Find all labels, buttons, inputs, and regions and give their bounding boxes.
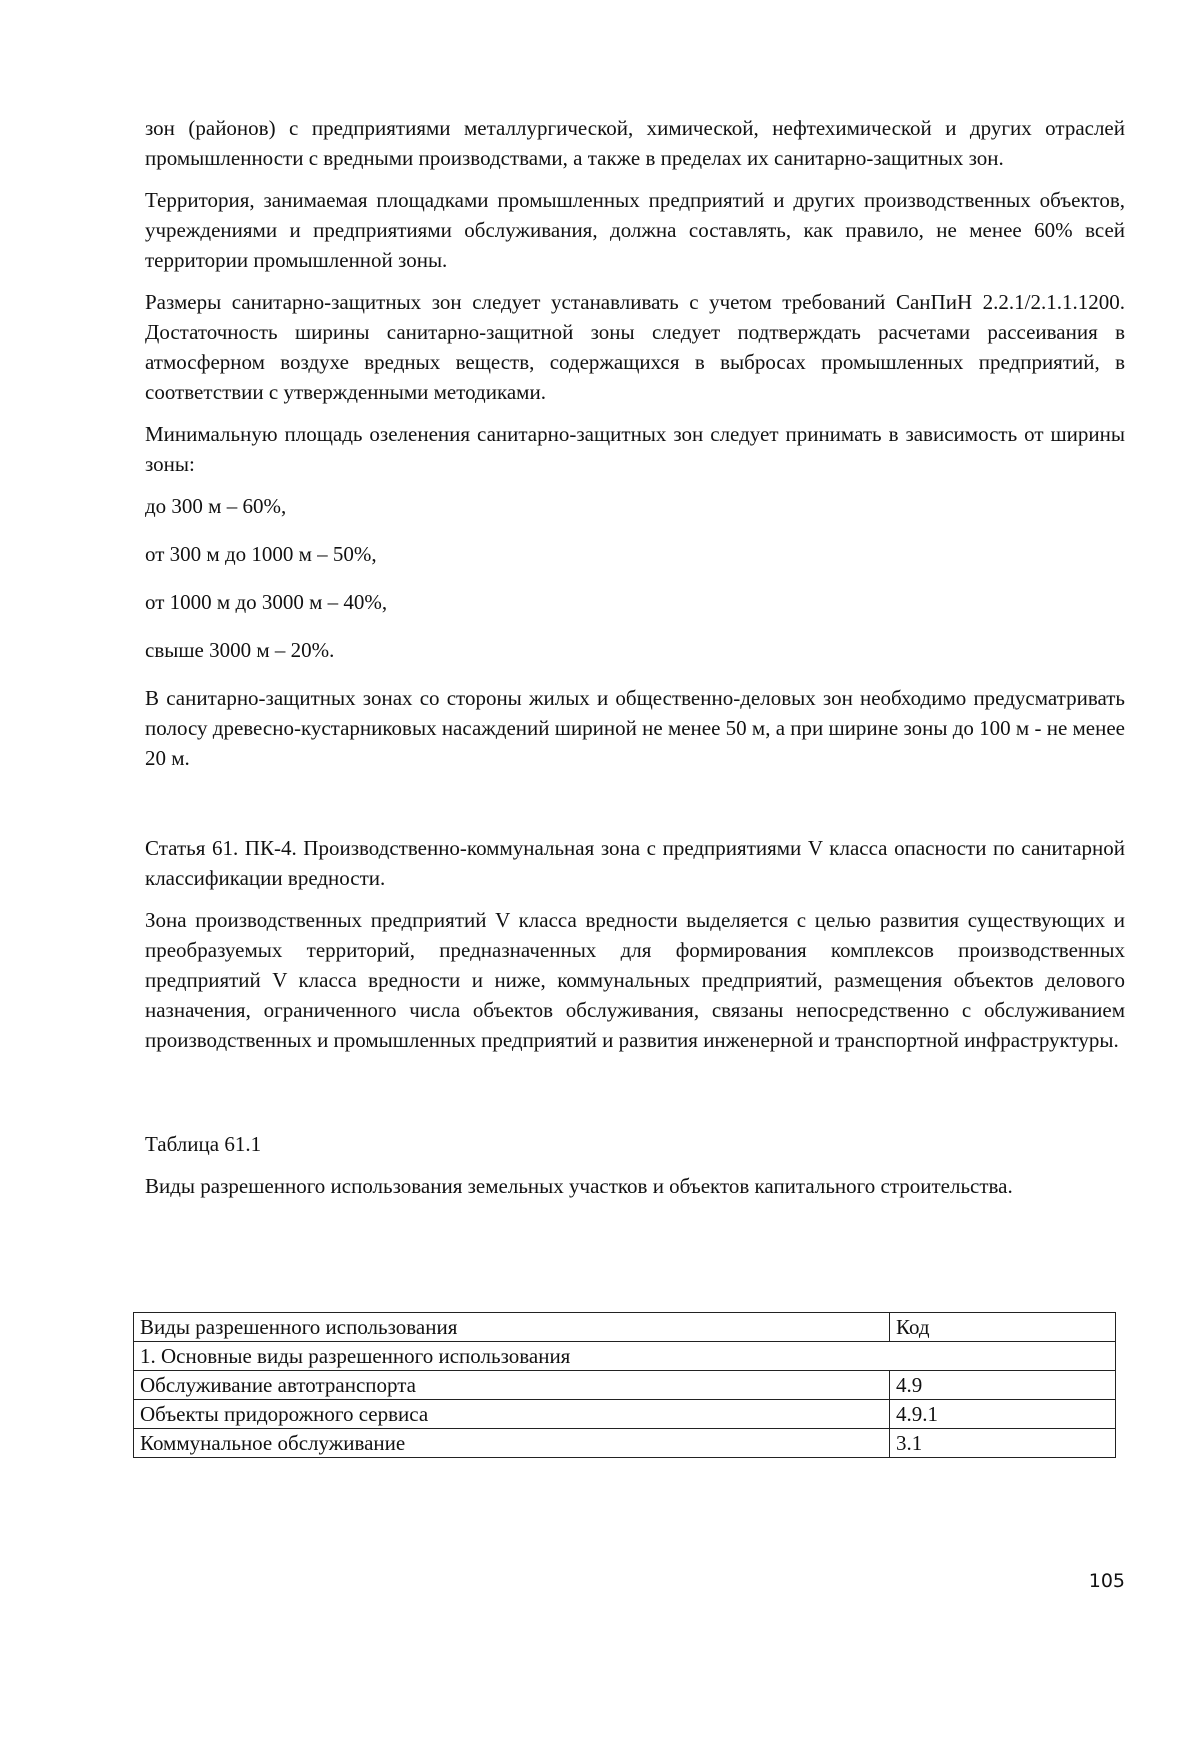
paragraph-sanitary-zone-size: Размеры санитарно-защитных зон следует устанавливать с учетом требований СанПиН 2.2.1/2.1.1.1200. Достаточность ширины санитарно-защитной зоны следует подтверждать расчетами рассеивания в атмосферном воздухе вредных веществ, содержащихся в выбросах промышленных предприятий, в соответствии с утвержденными методиками. xyxy=(145,290,1125,404)
table-label: Таблица 61.1 xyxy=(145,1132,262,1156)
table-cell-code: 4.9.1 xyxy=(890,1400,1116,1429)
table-cell-code: 3.1 xyxy=(890,1429,1116,1458)
table-cell-name: Объекты придорожного сервиса xyxy=(134,1400,890,1429)
list-item-greening-1: до 300 м – 60%, xyxy=(145,494,287,518)
section-title-cell: 1. Основные виды разрешенного использования xyxy=(134,1342,1116,1371)
paragraph-territory-share: Территория, занимаемая площадками промышленных предприятий и других производственных объектов, учреждениями и предприятиями обслуживания, должна составлять, как правило, не менее 60% всей территории промышленной зоны. xyxy=(145,188,1125,272)
table-section-row xyxy=(134,1342,1116,1371)
page-number: 105 xyxy=(1088,1570,1125,1592)
table-cell-name: Обслуживание автотранспорта xyxy=(134,1371,890,1400)
document-body xyxy=(145,113,1125,1213)
header-cell-name: Виды разрешенного использования xyxy=(134,1313,890,1342)
table-row xyxy=(134,1371,1116,1400)
paragraph-article-zone-purpose: Зона производственных предприятий V класса вредности выделяется с целью развития существующих и преобразуемых территорий, предназначенных для формирования комплексов производственных предприятий V класса вредности и ниже, коммунальных предприятий, размещения объектов делового назначения, ограниченного числа объектов обслуживания, связаны непосредственно с обслуживанием производственных и промышленных предприятий и развития инженерной и транспортной инфраструктуры. xyxy=(145,908,1125,1052)
list-item-greening-3: от 1000 м до 3000 м – 40%, xyxy=(145,590,388,614)
table-cell-name: Коммунальное обслуживание xyxy=(134,1429,890,1458)
header-cell-code: Код xyxy=(890,1313,1116,1342)
spacer xyxy=(145,1067,1125,1129)
table-row xyxy=(134,1400,1116,1429)
table-header-row xyxy=(134,1313,1116,1342)
spacer xyxy=(145,785,1125,833)
table-caption: Виды разрешенного использования земельных участков и объектов капитального строительства. xyxy=(145,1174,1013,1198)
list-item-greening-2: от 300 м до 1000 м – 50%, xyxy=(145,542,377,566)
article-heading: Статья 61. ПК-4. Производственно-коммунальная зона с предприятиями V класса опасности по санитарной классификации вредности. xyxy=(145,836,1125,890)
permitted-uses-table xyxy=(133,1312,1116,1458)
table-cell-code: 4.9 xyxy=(890,1371,1116,1400)
paragraph-industrial-zones: зон (районов) с предприятиями металлургической, химической, нефтехимической и других отраслей промышленности с вредными производствами, а также в пределах их санитарно-защитных зон. xyxy=(145,116,1125,170)
table-row xyxy=(134,1429,1116,1458)
paragraph-greening-minimum: Минимальную площадь озеленения санитарно-защитных зон следует принимать в зависимость от ширины зоны: xyxy=(145,422,1125,476)
list-item-greening-4: свыше 3000 м – 20%. xyxy=(145,638,335,662)
paragraph-planting-strip: В санитарно-защитных зонах со стороны жилых и общественно-деловых зон необходимо предусматривать полосу древесно-кустарниковых насаждений шириной не менее 50 м, а при ширине зоны до 100 м - не менее 20 м. xyxy=(145,686,1126,770)
